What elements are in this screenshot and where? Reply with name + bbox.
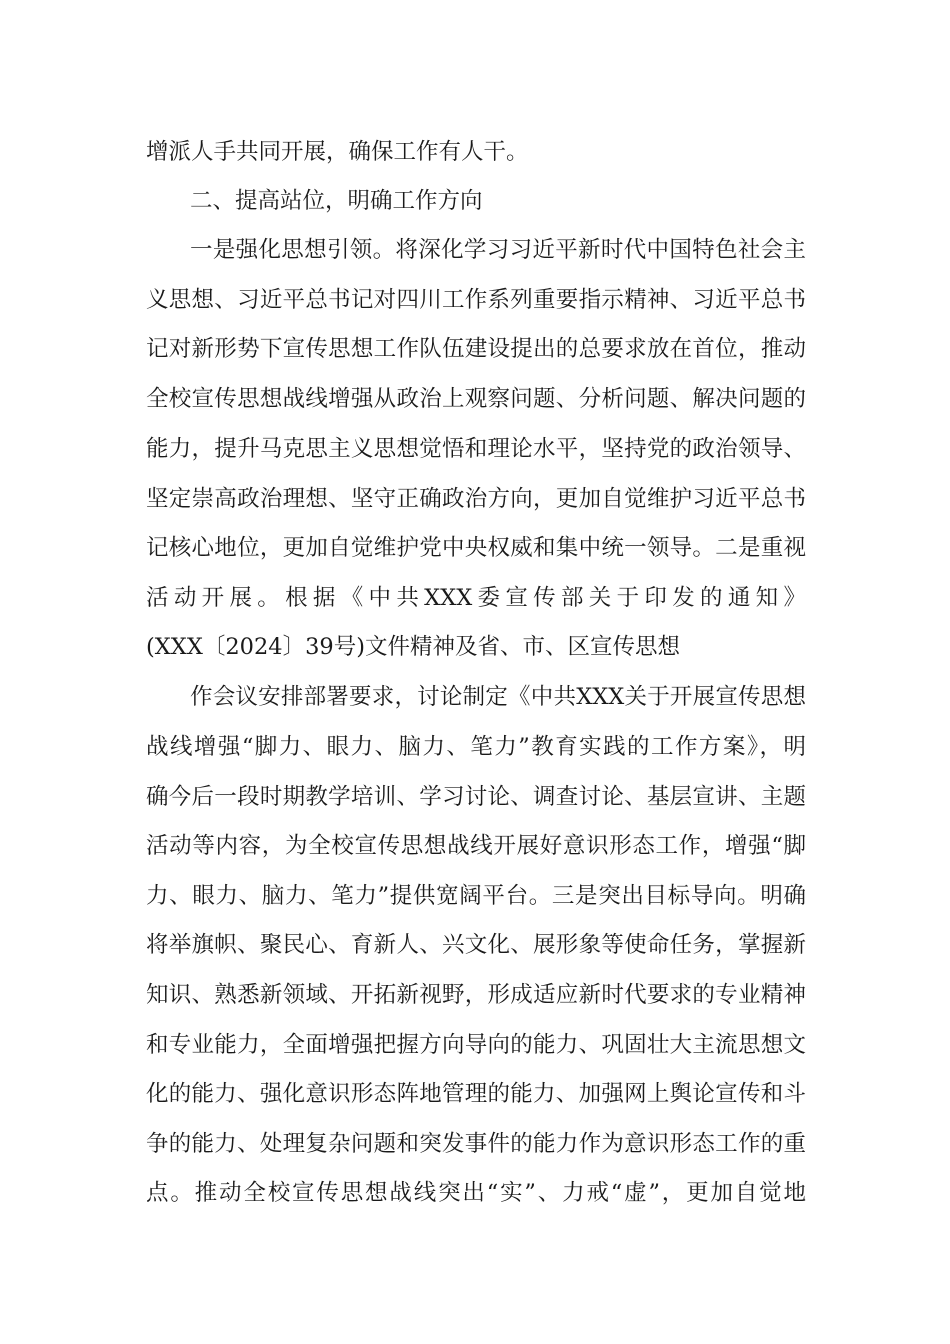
- text-line: 化的能力、强化意识形态阵地管理的能力、加强网上舆论宣传和斗: [146, 1081, 806, 1107]
- text-line: 全校宣传思想战线增强从政治上观察问题、分析问题、解决问题的: [146, 386, 806, 412]
- text-line: 作会议安排部署要求，讨论制定《中共XXX关于开展宣传思想: [190, 684, 806, 710]
- text-line: 战线增强“脚力、眼力、脑力、笔力”教育实践的工作方案》，明: [146, 734, 806, 760]
- text-line: 增派人手共同开展，确保工作有人干。: [146, 139, 529, 165]
- section-heading: 二、提高站位，明确工作方向: [190, 188, 483, 214]
- text-line: 确今后一段时期教学培训、学习讨论、调查讨论、基层宣讲、主题: [146, 784, 806, 810]
- text-line: 记核心地位，更加自觉维护党中央权威和集中统一领导。二是重视: [146, 535, 806, 561]
- text-line: 活动等内容，为全校宣传思想战线开展好意识形态工作，增强“脚: [146, 833, 806, 859]
- text-line: 一是强化思想引领。将深化学习习近平新时代中国特色社会主: [190, 237, 806, 263]
- text-line: 知识、熟悉新领域、开拓新视野，形成适应新时代要求的专业精神: [146, 982, 806, 1008]
- text-line: 和专业能力，全面增强把握方向导向的能力、巩固壮大主流思想文: [146, 1032, 806, 1058]
- text-line: 点。推动全校宣传思想战线突出“实”、力戒“虚”，更加自觉地: [146, 1180, 806, 1206]
- text-line: 坚定崇高政治理想、坚守正确政治方向，更加自觉维护习近平总书: [146, 486, 806, 512]
- text-line: 能力，提升马克思主义思想觉悟和理论水平，坚持党的政治领导、: [146, 436, 806, 462]
- text-line: 记对新形势下宣传思想工作队伍建设提出的总要求放在首位，推动: [146, 336, 806, 362]
- text-line: 将举旗帜、聚民心、育新人、兴文化、展形象等使命任务，掌握新: [146, 932, 806, 958]
- text-line: 力、眼力、脑力、笔力”提供宽阔平台。三是突出目标导向。明确: [146, 883, 806, 909]
- text-line: 争的能力、处理复杂问题和突发事件的能力作为意识形态工作的重: [146, 1131, 806, 1157]
- text-line: 义思想、习近平总书记对四川工作系列重要指示精神、习近平总书: [146, 287, 806, 313]
- text-line: (XXX〔2024〕39号)文件精神及省、市、区宣传思想: [146, 634, 681, 660]
- text-line: 活动开展。根据《中共XXX委宣传部关于印发的通知》: [146, 585, 806, 611]
